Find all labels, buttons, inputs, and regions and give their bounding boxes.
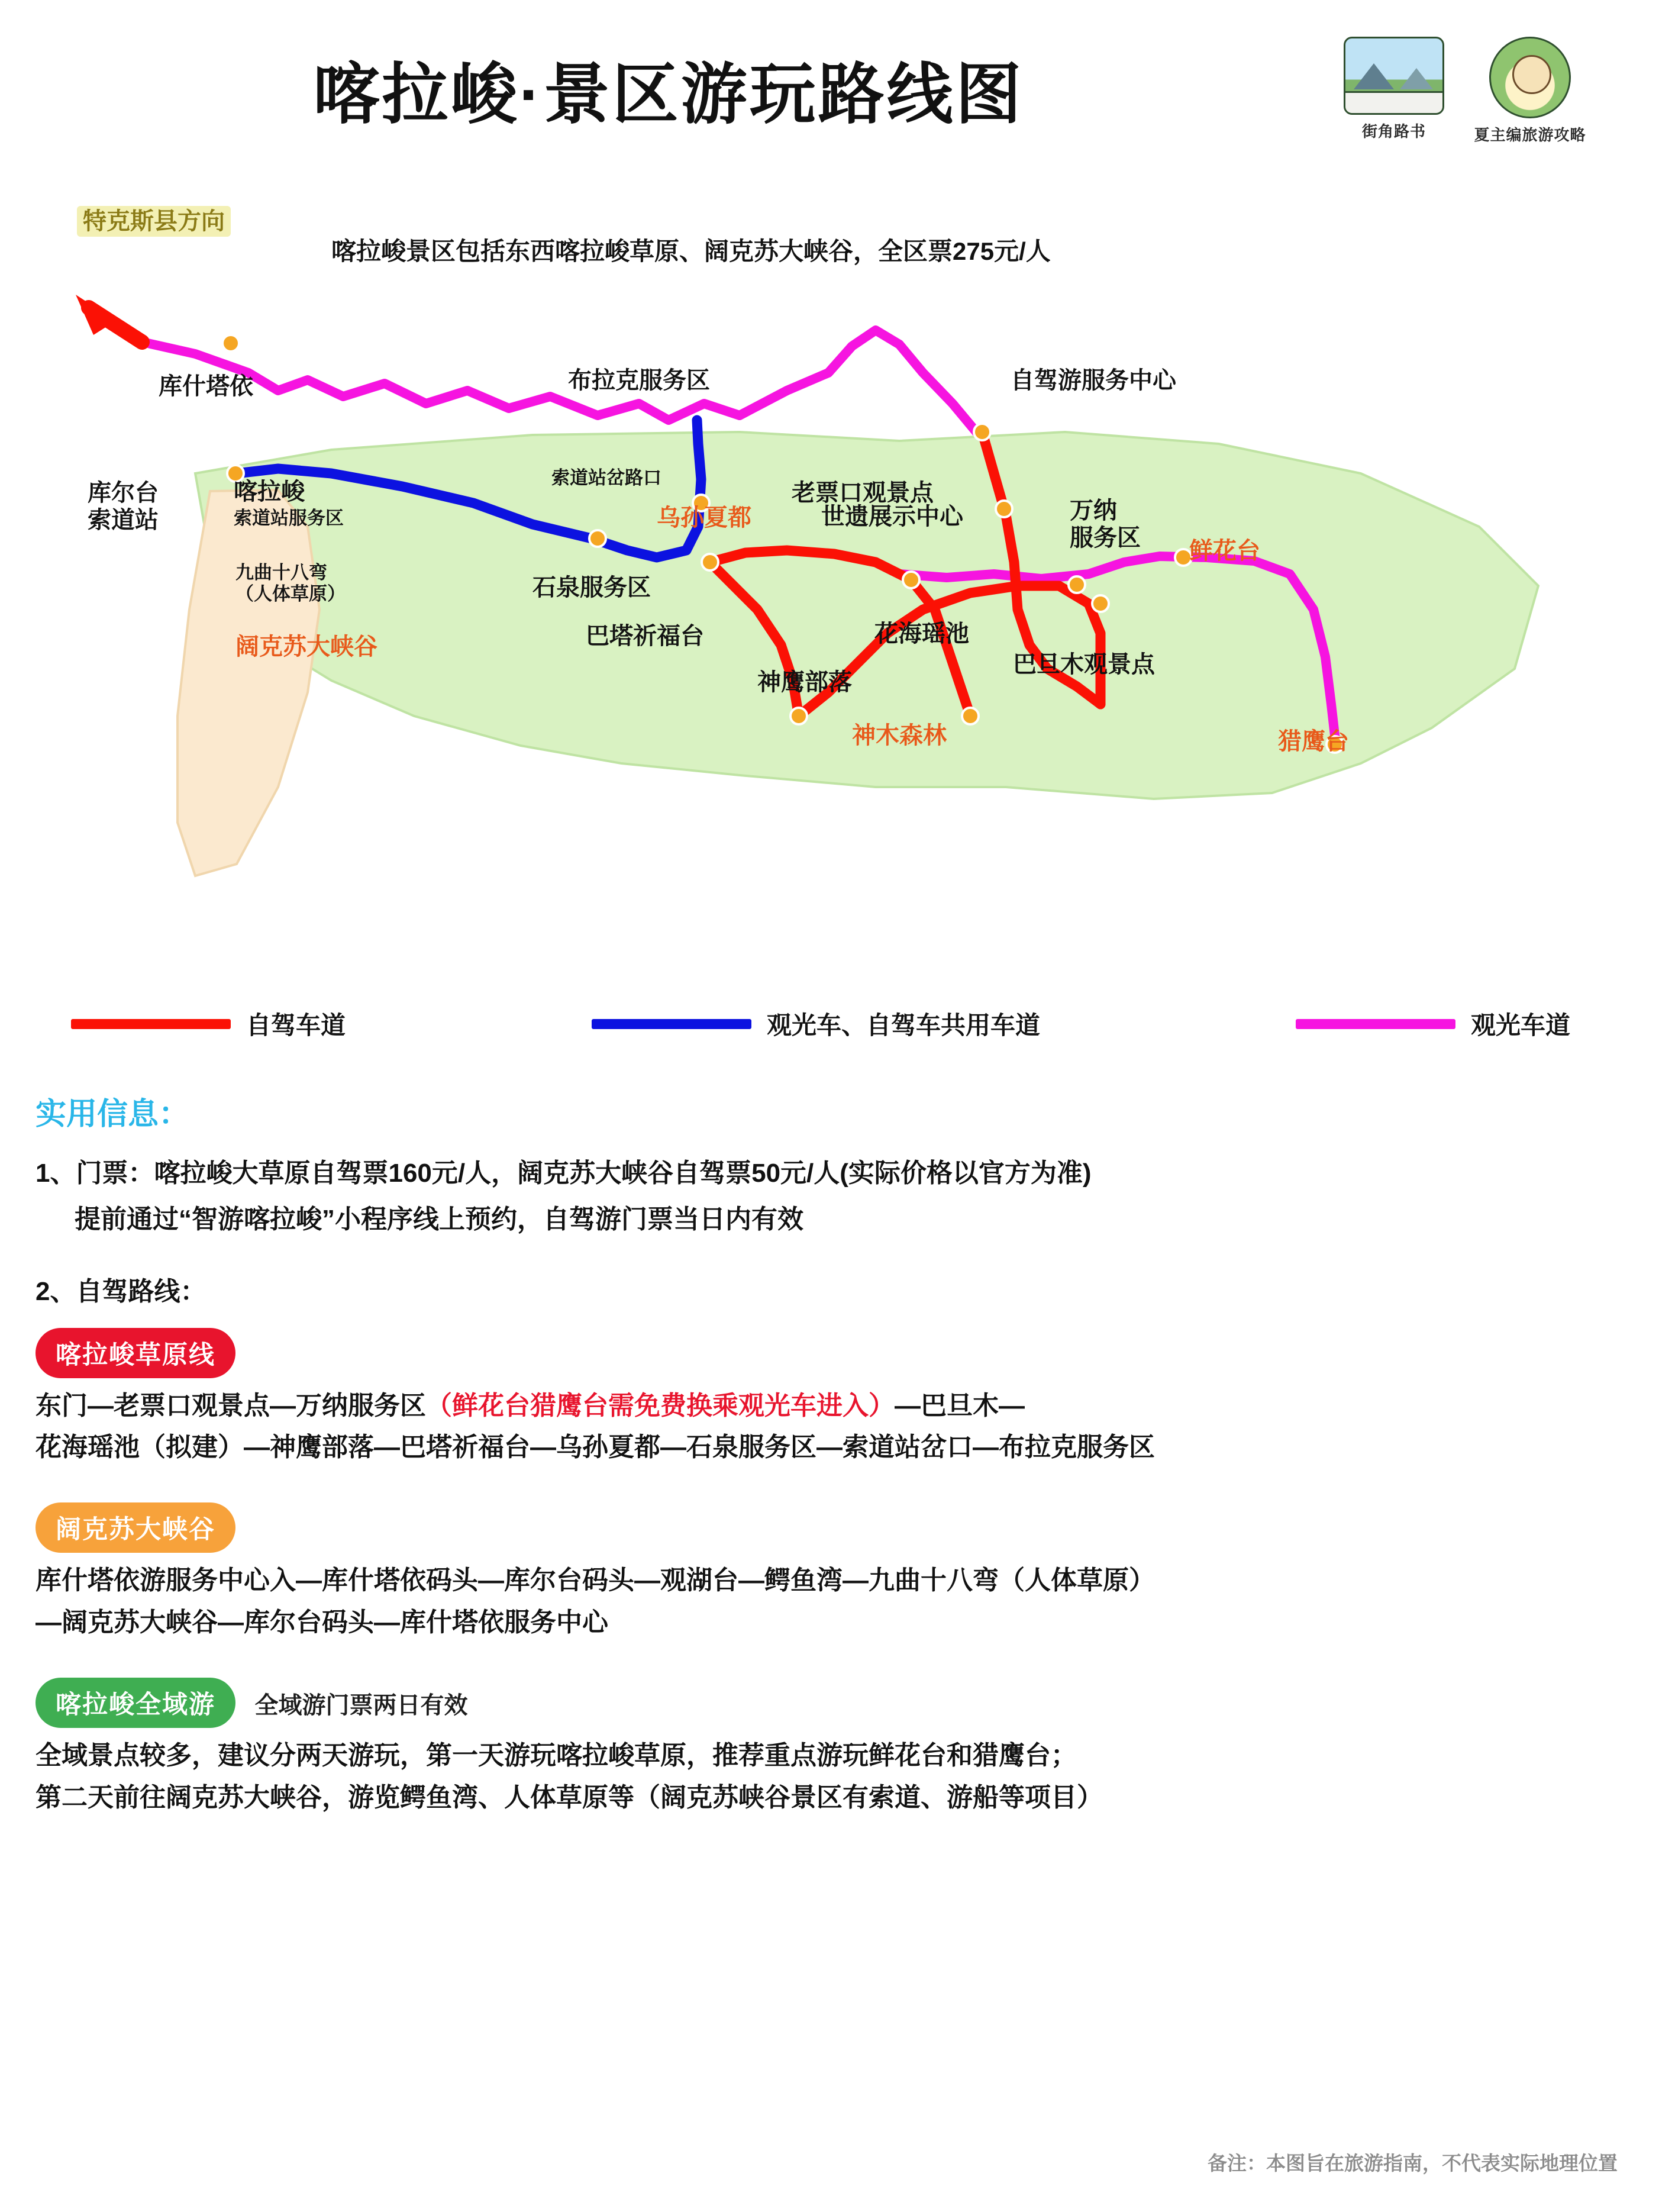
route-badge: 阔克苏大峡谷 [35,1502,235,1553]
map-label-bata: 巴塔祈福台 [586,623,704,649]
map-label-kushitayi: 库什塔依 [159,373,253,399]
badge-label: 夏主编旅游攻略 [1474,126,1586,144]
route-grassland-line2: 花海瑶池（拟建）—神鹰部落—巴塔祈福台—乌孙夏都—石泉服务区—索道站岔口—布拉克服务区 [35,1432,1155,1462]
map-label-laopiaokou: 老票口观景点 [792,480,934,506]
legend-label: 观光车、自驾车共用车道 [767,1011,1041,1039]
bear-circle-icon [1489,37,1571,118]
route-badge: 喀拉峻全域游 [35,1678,235,1728]
map-label-shiquan: 石泉服务区 [532,575,651,601]
map-label-zijiayou: 自驾游服务中心 [1011,367,1176,394]
legend-item-self-drive [71,1006,346,1041]
driving-routes-heading: 2、自驾路线： [35,1277,206,1307]
map-area [0,195,1659,1083]
route-text-highlight: （鲜花台猎鹰台需免费换乘观光车进入） [426,1391,895,1420]
legend-label: 自驾车道 [246,1011,346,1039]
badge-street-guide [1336,37,1452,145]
route-group-full [35,1678,1633,1728]
map-label-lieyingtai: 猎鹰台 [1278,728,1349,754]
map-label-kalajun-cable: 喀拉峻 [234,479,305,505]
map-label-shenying: 神鹰部落 [757,669,852,695]
badge-editor [1472,37,1588,145]
map-label-xianhuatai: 鲜花台 [1189,538,1260,564]
route-full-line2: 第二天前往阔克苏大峡谷，游览鳄鱼湾、人体草原等（阔克苏峡谷景区有索道、游船等项目） [35,1782,1103,1812]
legend-color-swatch [1296,1019,1455,1029]
route-text-post: —巴旦木— [895,1391,1025,1420]
footer-disclaimer: 备注：本图旨在旅游指南，不代表实际地理位置 [1208,2152,1618,2174]
map-subtitle: 喀拉峻景区包括东西喀拉峻草原、阔克苏大峡谷，全区票275元/人 [331,237,1051,265]
map-label-bulake: 布拉克服务区 [568,367,710,394]
map-label-badanmu: 巴旦木观景点 [1013,652,1155,678]
route-badge-note: 全域游门票两日有效 [254,1692,468,1719]
route-group-grassland [35,1328,1633,1378]
book-mountain-icon [1344,37,1444,115]
map-label-kuokesu: 阔克苏大峡谷 [235,634,377,660]
route-text-pre: 东门—老票口观景点—万纳服务区 [35,1391,426,1420]
legend-item-bus [1296,1006,1570,1041]
map-label-wanna: 万纳 服务区 [1070,498,1141,552]
route-badge: 喀拉峻草原线 [35,1328,235,1378]
map-legend [0,994,1659,1059]
map-label-wusunxiadu: 乌孙夏都 [657,505,751,531]
badge-group [1336,37,1588,145]
legend-color-swatch [71,1019,231,1029]
route-canyon-line2: —阔克苏大峡谷—库尔台码头—库什塔依服务中心 [35,1607,608,1637]
practical-info-section [35,1089,1633,1818]
route-full-line1: 全域景点较多，建议分两天游玩，第一天游玩喀拉峻草原，推荐重点游玩鲜花台和猎鹰台； [35,1741,1077,1771]
map-label-suodaozhan-junction: 索道站岔路口 [551,467,661,488]
badge-label: 街角路书 [1361,122,1426,140]
map-label-shiyi-center: 世遗展示中心 [821,504,963,530]
map-label-shenmu: 神木森林 [852,723,947,749]
map-label-kalajun-cable-sub: 索道站服务区 [234,508,344,528]
map-label-kuertai: 库尔台 索道站 [88,480,159,534]
legend-color-swatch [592,1019,751,1029]
page-title: 喀拉峻·景区游玩路线图 [313,57,1024,131]
map-label-tekesi: 特克斯县方向 [77,206,231,237]
ticket-line-2: 提前通过“智游喀拉峻”小程序线上预约，自驾游门票当日内有效 [75,1205,803,1234]
map-label-jiuqu: 九曲十八弯 （人体草原） [235,562,346,604]
ticket-line-1: 1、门票：喀拉峻大草原自驾票160元/人，阔克苏大峡谷自驾票50元/人(实际价格以官方为准) [35,1159,1092,1188]
section-heading: 实用信息： [35,1097,190,1131]
legend-label: 观光车道 [1471,1011,1571,1039]
route-group-canyon [35,1502,1633,1553]
route-grassland-line1 [35,1385,1633,1427]
route-canyon-line1: 库什塔依游服务中心入—库什塔依码头—库尔台码头—观湖台—鳄鱼湾—九曲十八弯（人体草原） [35,1566,1155,1595]
map-label-huahai: 花海瑶池 [874,621,969,647]
legend-item-shared [592,1006,1040,1041]
